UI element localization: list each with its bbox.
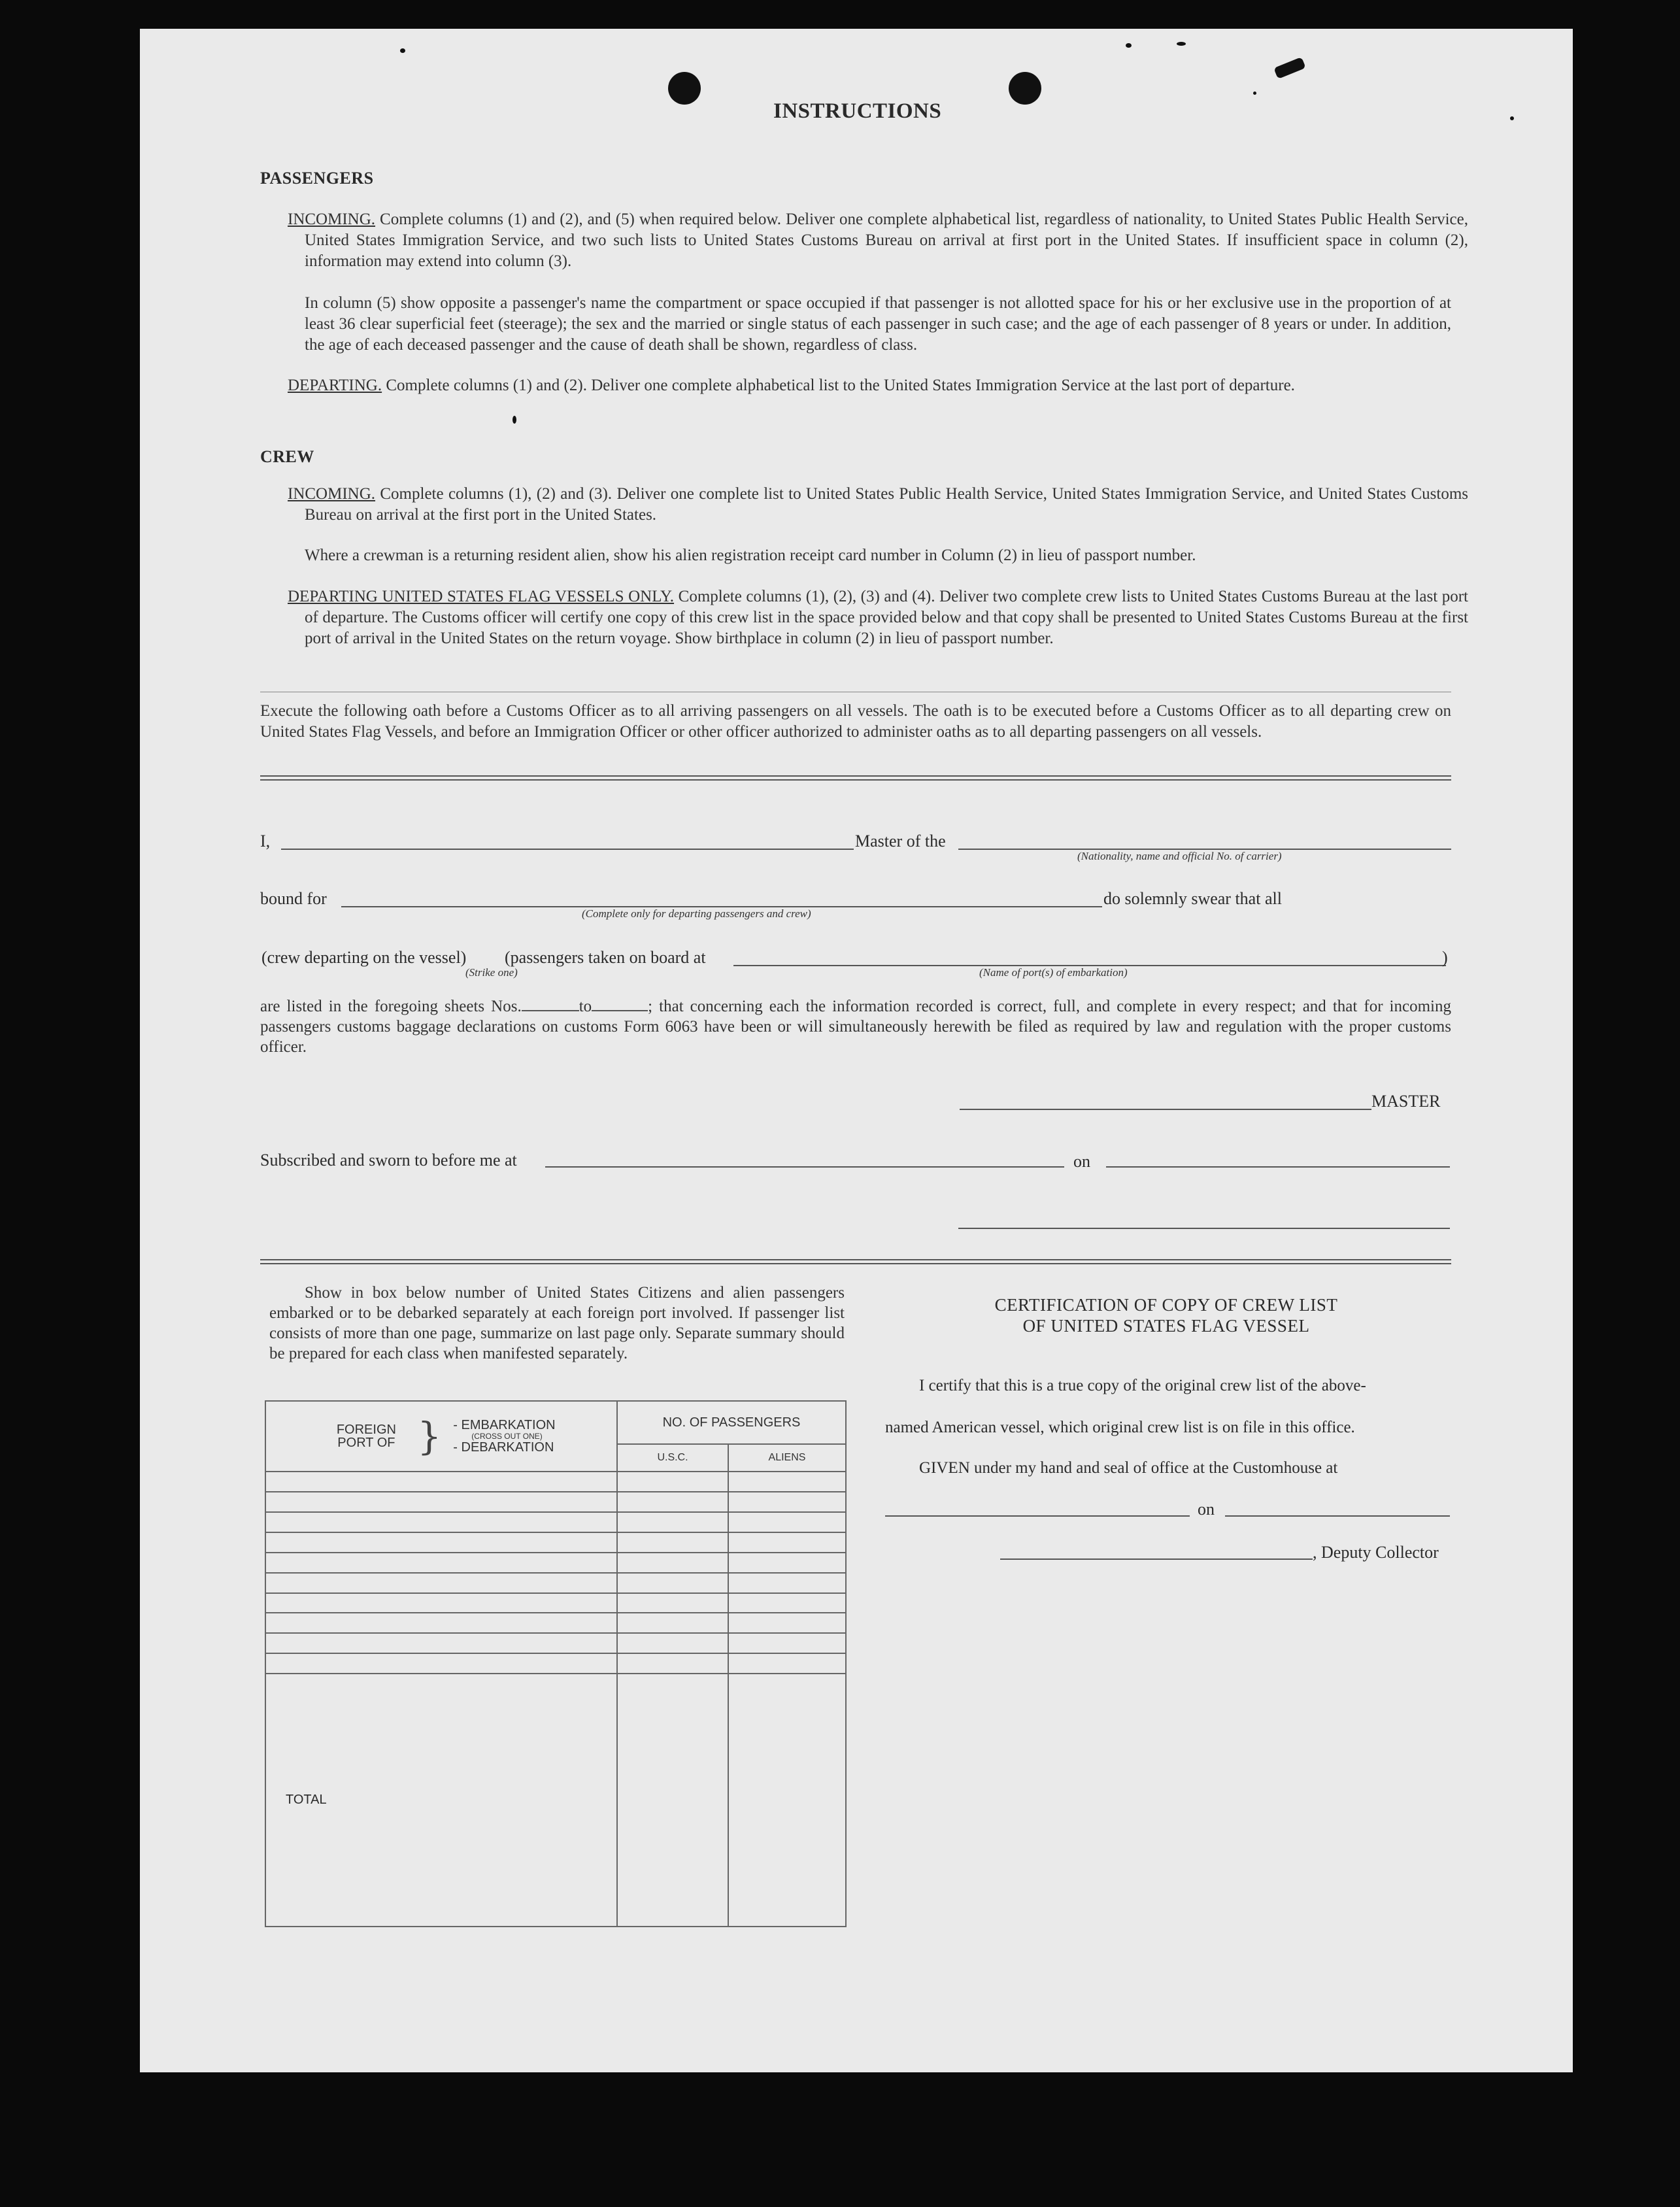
crew-incoming-text: Complete columns (1), (2) and (3). Deliver one complete list to United States Public Health Service, United States Immigration Service, and United States Customs Bureau on arrival at the first port in the United States.	[305, 485, 1468, 524]
bound-for-label: bound for	[260, 889, 327, 908]
master-signature-field[interactable]	[960, 1109, 1371, 1110]
brace-icon: }	[417, 1414, 442, 1458]
listed-sheets-label: are listed in the foregoing sheets Nos.	[260, 998, 522, 1015]
aliens-cell[interactable]	[728, 1492, 846, 1512]
crew-incoming-paragraph	[288, 484, 1468, 526]
deputy-collector-signature-field[interactable]	[1000, 1558, 1313, 1560]
punch-hole-right	[1009, 72, 1041, 105]
usc-cell[interactable]	[617, 1512, 728, 1532]
port-cell[interactable]	[265, 1492, 617, 1512]
listed-to-label: to	[579, 998, 592, 1015]
usc-cell[interactable]	[617, 1532, 728, 1553]
usc-header: U.S.C.	[617, 1444, 728, 1472]
total-row	[265, 1674, 846, 1927]
subscribed-label: Subscribed and sworn to before me at	[260, 1151, 517, 1170]
aliens-header: ALIENS	[728, 1444, 846, 1472]
sworn-date-field[interactable]	[1106, 1166, 1450, 1168]
port-cell[interactable]	[265, 1573, 617, 1593]
table-row	[265, 1593, 846, 1613]
crew-departing-text: Complete columns (1), (2), (3) and (4). Deliver two complete crew lists to United States Customs Bureau at the last port of departure. The Customs officer will certify one copy of this crew list in the space provided below and that copy shall be presented to United States Customs Bureau at the first port of arrival in the United States on the return voyage. Show birthplace in column (2) in lieu of passport number.	[305, 588, 1468, 647]
passenger-summary-table	[265, 1400, 847, 1927]
crew-heading: CREW	[260, 447, 314, 466]
port-cell[interactable]	[265, 1593, 617, 1613]
table-row	[265, 1573, 846, 1593]
strike-one-hint: (Strike one)	[465, 966, 518, 979]
speck	[1510, 116, 1514, 120]
port-cell[interactable]	[265, 1532, 617, 1553]
usc-cell[interactable]	[617, 1472, 728, 1492]
passengers-column5-paragraph: In column (5) show opposite a passenger's name the compartment or space occupied if that passenger is not allotted space for his or her exclusive use in the proportion of at least 36 clear superficial feet (steerage); the sex and the married or single status of each passenger in such case; and the age of each passenger of 8 years or under. In addition, the age of each deceased passenger and the cause of death shall be shown, regardless of class.	[305, 294, 1451, 354]
certification-date-field[interactable]	[1225, 1515, 1450, 1517]
port-cell[interactable]	[265, 1512, 617, 1532]
double-rule	[260, 775, 1451, 781]
usc-cell[interactable]	[617, 1613, 728, 1633]
port-header-cell	[265, 1401, 617, 1472]
master-label: MASTER	[1371, 1092, 1441, 1111]
speck	[1126, 43, 1132, 48]
aliens-cell[interactable]	[728, 1553, 846, 1573]
oath-intro-paragraph: Execute the following oath before a Customs Officer as to all arriving passengers on all vessels. The oath is to be executed before a Customs Officer as to all departing crew on United States Flag Vessels, and before an Immigration Officer or other officer authorized to administer oaths as to all departing passengers on all vessels.	[260, 702, 1451, 741]
usc-cell[interactable]	[617, 1633, 728, 1653]
aliens-cell[interactable]	[728, 1633, 846, 1653]
aliens-cell[interactable]	[728, 1512, 846, 1532]
complete-only-hint: (Complete only for departing passengers and crew)	[582, 907, 811, 920]
master-name-field[interactable]	[281, 849, 854, 850]
certify-line1: I certify that this is a true copy of the original crew list of the above-	[919, 1377, 1366, 1394]
passengers-incoming-paragraph	[288, 209, 1468, 272]
port-cell[interactable]	[265, 1613, 617, 1633]
port-cell[interactable]	[265, 1653, 617, 1674]
table-row	[265, 1653, 846, 1674]
total-aliens-cell[interactable]	[728, 1674, 846, 1927]
usc-cell[interactable]	[617, 1553, 728, 1573]
master-of-label: Master of the	[855, 832, 946, 851]
deputy-collector-label: , Deputy Collector	[1313, 1543, 1439, 1562]
aliens-cell[interactable]	[728, 1573, 846, 1593]
certification-heading-line1: CERTIFICATION OF COPY OF CREW LIST	[994, 1295, 1338, 1315]
aliens-cell[interactable]	[728, 1472, 846, 1492]
table-row	[265, 1613, 846, 1633]
officer-signature-field[interactable]	[958, 1228, 1450, 1229]
table-row	[265, 1553, 846, 1573]
usc-cell[interactable]	[617, 1593, 728, 1613]
embarkation-option[interactable]: - EMBARKATION	[453, 1418, 556, 1432]
passengers-heading: PASSENGERS	[260, 169, 374, 188]
cross-out-one-hint: (CROSS OUT ONE)	[471, 1432, 543, 1441]
usc-cell[interactable]	[617, 1653, 728, 1674]
punch-hole-left	[668, 72, 701, 105]
sheet-to-field[interactable]	[592, 997, 648, 1011]
aliens-cell[interactable]	[728, 1653, 846, 1674]
passengers-departing-text: Complete columns (1) and (2). Deliver one complete alphabetical list to the United States Immigration Service at the last port of departure.	[382, 377, 1295, 394]
total-usc-cell[interactable]	[617, 1674, 728, 1927]
double-rule	[260, 1259, 1451, 1264]
crew-departing-option[interactable]: (crew departing on the vessel)	[261, 948, 467, 967]
nationality-hint: (Nationality, name and official No. of carrier)	[1077, 850, 1282, 862]
port-cell[interactable]	[265, 1472, 617, 1492]
table-row	[265, 1633, 846, 1653]
summary-instructions: Show in box below number of United States Citizens and alien passengers embarked or to be debarked separately at each foreign port involved. If passenger list consists of more than one page, summarize on last page only. Separate summary should be prepared for each class when manifested separately.	[269, 1284, 845, 1362]
table-row	[265, 1532, 846, 1553]
passengers-departing-label: DEPARTING.	[288, 377, 382, 394]
solemnly-swear-label: do solemnly swear that all	[1103, 889, 1282, 908]
sworn-place-field[interactable]	[545, 1166, 1064, 1168]
aliens-cell[interactable]	[728, 1593, 846, 1613]
speck	[512, 416, 516, 424]
closing-paren: )	[1442, 948, 1448, 967]
customhouse-field[interactable]	[885, 1515, 1190, 1517]
speck	[400, 48, 405, 53]
total-label: TOTAL	[265, 1674, 617, 1927]
given-under-text: GIVEN under my hand and seal of office at the Customhouse at	[919, 1459, 1338, 1477]
listed-sheets-paragraph	[260, 996, 1451, 1057]
port-cell[interactable]	[265, 1553, 617, 1573]
sheet-from-field[interactable]	[522, 997, 579, 1011]
oath-i-label: I,	[260, 832, 271, 851]
page-title: INSTRUCTIONS	[773, 99, 942, 123]
crew-returning-paragraph: Where a crewman is a returning resident alien, show his alien registration receipt card number in Column (2) in lieu of passport number.	[305, 547, 1196, 564]
passengers-incoming-text: Complete columns (1) and (2), and (5) when required below. Deliver one complete alphabetical list, regardless of nationality, to United States Public Health Service, United States Immigration Service, and two such lists to United States Customs Bureau on arrival at first port in the United States. If insufficient space in column (2), information may extend into column (3).	[305, 211, 1468, 270]
certification-on-label: on	[1198, 1500, 1215, 1519]
crew-incoming-label: INCOMING.	[288, 485, 376, 503]
speck	[1253, 92, 1256, 95]
usc-cell[interactable]	[617, 1573, 728, 1593]
usc-cell[interactable]	[617, 1492, 728, 1512]
certify-line2: named American vessel, which original crew list is on file in this office.	[885, 1419, 1355, 1436]
port-cell[interactable]	[265, 1633, 617, 1653]
aliens-cell[interactable]	[728, 1532, 846, 1553]
aliens-cell[interactable]	[728, 1613, 846, 1633]
crew-departing-label: DEPARTING UNITED STATES FLAG VESSELS ONLY.	[288, 588, 675, 605]
table-row	[265, 1512, 846, 1532]
passengers-departing-paragraph	[288, 375, 1468, 396]
ports-hint: (Name of port(s) of embarkation)	[979, 966, 1128, 979]
table-row	[265, 1472, 846, 1492]
certification-heading	[884, 1294, 1449, 1336]
passengers-incoming-label: INCOMING.	[288, 211, 376, 228]
speck	[1177, 42, 1186, 46]
no-of-passengers-header: NO. OF PASSENGERS	[617, 1401, 846, 1444]
listed-sheets-text: ; that concerning each the information recorded is correct, full, and complete in every respect; and that for incoming passengers customs baggage declarations on customs Form 6063 have been or will simultaneously herewith be filed as required by law and regulation with the proper customs officer.	[260, 998, 1451, 1056]
passengers-taken-option[interactable]: (passengers taken on board at	[505, 948, 706, 967]
sworn-on-label: on	[1073, 1152, 1090, 1171]
table-row	[265, 1492, 846, 1512]
foreign-port-of-label: FOREIGN PORT OF	[336, 1423, 396, 1450]
crew-departing-paragraph	[288, 586, 1468, 649]
certification-heading-line2: OF UNITED STATES FLAG VESSEL	[1022, 1316, 1310, 1336]
debarkation-option[interactable]: - DEBARKATION	[453, 1440, 554, 1455]
